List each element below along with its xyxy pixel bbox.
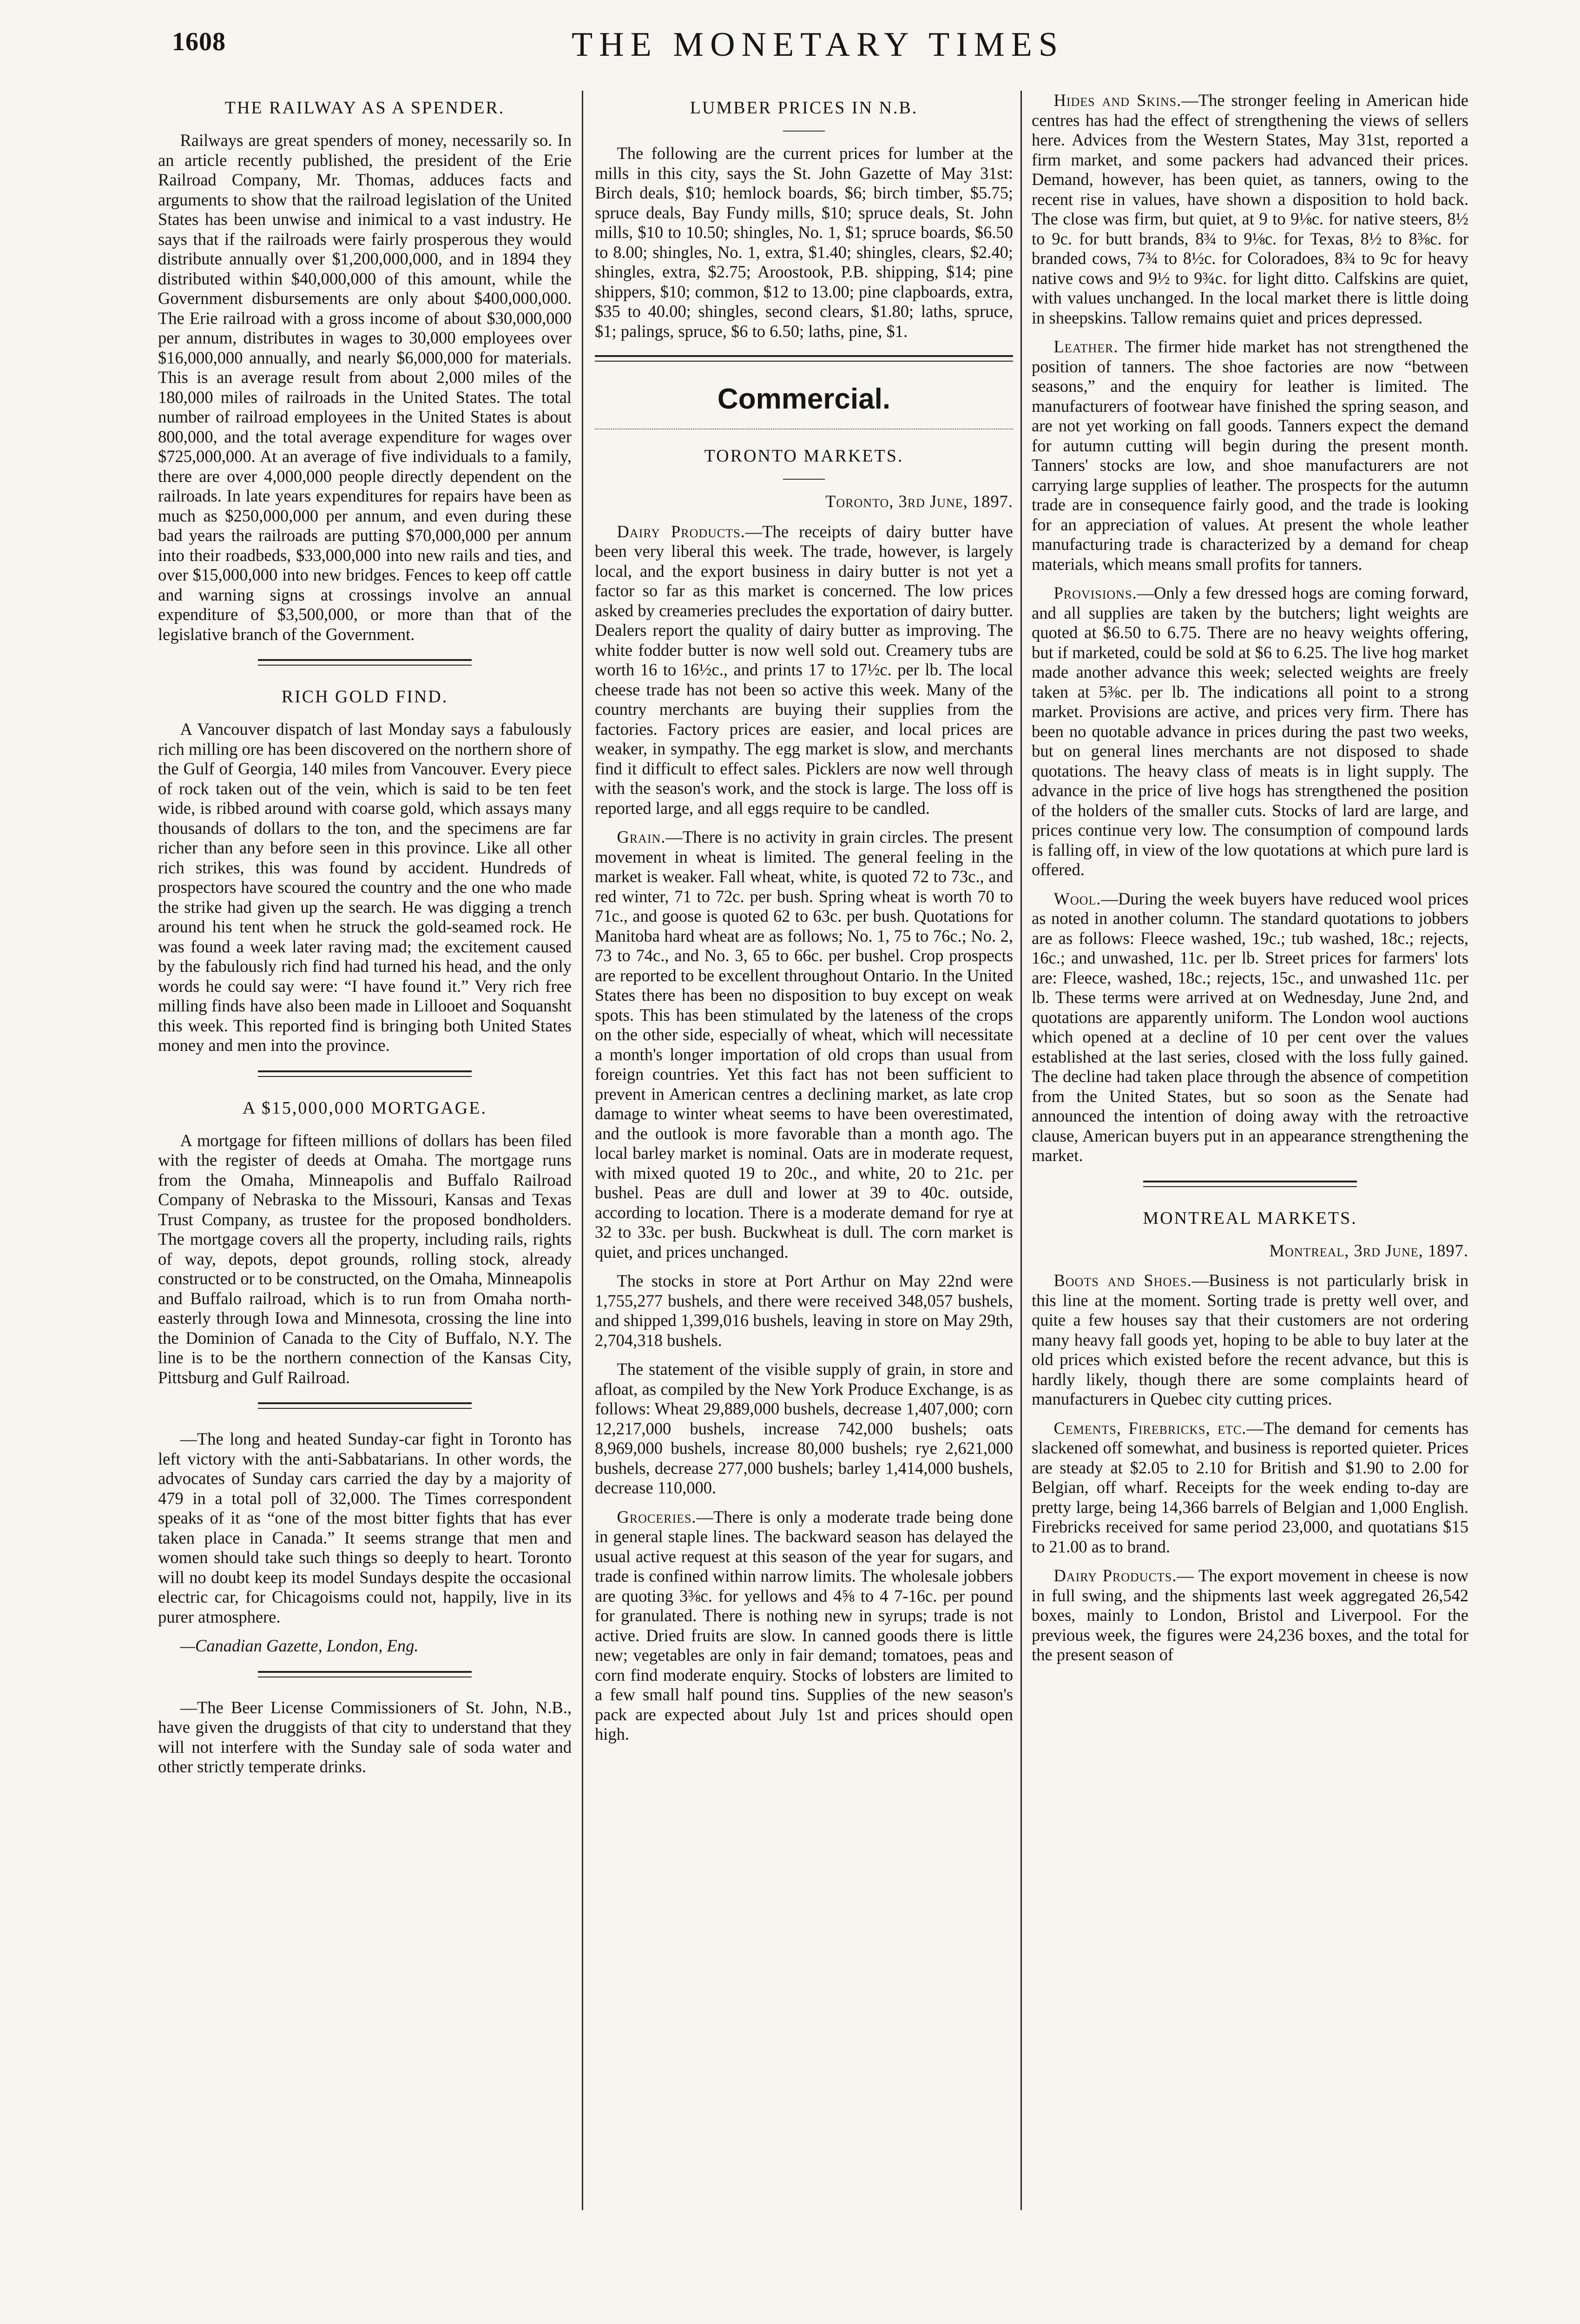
- paragraph-text: —During the week buyers have reduced wool prices as noted in another column. The standard quotations to jobbers are as follows: Fleece washed, 19c.; tub washed, 18c.; rejects, 16c.; and unwashed, 11c. per lb. Street prices for farmers' lots are: Fleece, washed, 18c.; rejects, 15c., and unwashed 11c. per lb. These terms were arrived at on Wednesday, June 2nd, and quotations are apparently uniform. The London wool auctions which opened at a decline of 10 per cent over the values established at the last series, closed with the loss fully gained. The decline had taken place through the absence of competition from the United States, but so soon as the Senate had announced the intention of doing away with the retroactive clause, American buyers put in an appearance strengthening the market.: [1032, 889, 1468, 1165]
- article-paragraph: [1032, 91, 1468, 328]
- double-rule-divider: [258, 1402, 472, 1409]
- article-heading: THE RAILWAY AS A SPENDER.: [224, 98, 505, 118]
- column-middle: [595, 91, 1013, 2238]
- masthead: [158, 22, 1478, 73]
- column-divider: [582, 91, 583, 2210]
- paragraph-text: The statement of the visible supply of grain, in store and afloat, as compiled by the New York Produce Exchange, is as follows: Wheat 29,889,000 bushels, decrease 1,407,000; corn 12,217,000 bushels, increase 742,000 bushels; oats 8,969,000 bushels, increase 80,000 bushels; rye 2,621,000 bushels, decrease 277,000 bushels; barley 1,414,000 bushels, decrease 110,000.: [595, 1360, 1013, 1497]
- paragraph-text: —The Beer License Commissioners of St. John, N.B., have given the druggists of that city to understand that they will not interfere with the Sunday sale of soda water and other strictly temperate drinks.: [158, 1697, 572, 1776]
- article-heading: LUMBER PRICES IN N.B.: [690, 98, 918, 118]
- paragraph-text: —The demand for cements has slackened off somewhat, and business is reported quieter. Prices are steady at $2.05 to 2.10 for British and $1.90 to 2.00 for Belgian, off wharf. Receipts for the week ending to-day are pretty large, being 14,366 barrels of Belgian and 1,000 English. Firebricks received for same period 23,000, and quotatians $15 to 21.00 as to brand.: [1032, 1418, 1468, 1556]
- paragraph-lead: Provisions.: [1053, 583, 1137, 602]
- article-paragraph: [1032, 1566, 1468, 1665]
- double-rule-divider: [258, 1671, 472, 1677]
- double-rule-divider: [258, 659, 472, 666]
- article-paragraph: [158, 1698, 572, 1777]
- paragraph-text: The stocks in store at Port Arthur on May 22nd were 1,755,277 bushels, and there were received 348,057 bushels, and shipped 1,399,016 bushels, leaving in store on May 29th, 2,704,318 bushels.: [595, 1271, 1013, 1350]
- article-paragraph: [1032, 1271, 1468, 1409]
- paragraph-text: —The receipts of dairy butter have been very liberal this week. The trade, however, is largely local, and the export business in dairy butter is not yet a factor so far as this market is concerned. The low prices asked by creameries precludes the exportation of dairy butter. Dealers report the quality of dairy butter as improving. The white fodder butter is now well sold out. Creamery tubs are worth 16 to 16½c., and prints 17 to 17½c. per lb. The local cheese trade has not been so active this week. Many of the country merchants are buying their supplies from the factories. Factory prices are easier, and local prices are weaker, in sympathy. The egg market is slow, and merchants find it difficult to effect sales. Picklers are now well through with the season's work, and the stock is large. The loss off is reported large, and all eggs require to be candled.: [595, 522, 1013, 818]
- paragraph-text: A Vancouver dispatch of last Monday says a fabulously rich milling ore has been discovered on the northern shore of the Gulf of Georgia, 140 miles from Vancouver. Every piece of rock taken out of the vein, which is said to be ten feet wide, is ribbed around with coarse gold, which assays many thousands of dollars to the ton, and the specimens are far richer than any before seen in this province. Like all other rich strikes, this was found by accident. Hundreds of prospectors have scoured the country and the one who made the strike had given up the search. He was digging a trench around his tent when he struck the gold-seamed rock. He was found a week later raving mad; the excitement caused by the fabulously rich find had turned his head, and the only words he could say were: “I have found it.” Very rich free milling finds have also been made in Lillooet and Soquansht this week. This reported find is bringing both United States money and men into the province.: [158, 720, 572, 1055]
- section-heading: Commercial.: [717, 383, 891, 415]
- paragraph-text: —The stronger feeling in American hide centres has had the effect of strengthening the views of sellers here. Advices from the Western States, May 31st, reported a firm market, and some packers had advanced their prices. Demand, however, has been quiet, as tanners, owing to the recent rise in values, have shown a disposition to hold back. The close was firm, but quiet, at 9 to 9⅛c. for native steers, 8½ to 9c. for butt brands, 8¾ to 9⅛c. for Texas, 8½ to 8⅜c. for branded cows, 7¾ to 8½c. for Coloradoes, 8¾ to 9c for heavy native cows and 9½ to 9¾c. for light ditto. Calfskins are quiet, with values unchanged. In the local market there is little doing in sheepskins. Tallow remains quiet and prices depressed.: [1032, 91, 1468, 327]
- article-paragraph: [158, 1131, 572, 1388]
- article-paragraph: [595, 827, 1013, 1262]
- paragraph-text: Railways are great spenders of money, necessarily so. In an article recently published, the president of the Erie Railroad Company, Mr. Thomas, adduces facts and arguments to show that the railroad legislation of the United States has been unwise and inimical to a vast industry. He says that if the railroads were fairly prosperous they would distribute annually over $1,200,000,000, and in 1894 they distributed within $40,000,000 of this amount, while the Government disbursements are only about $400,000,000. The Erie railroad with a gross income of about $30,000,000 per annum, distributes in wages to 30,000 employees over $16,000,000 annually, and nearly $6,000,000 for materials. This is an average result from about 2,000 miles of the 180,000 miles of railroads in the United States. The total number of railroad employees in the United States is about 800,000, and the total average expenditure for wages over $725,000,000. At an average of five individuals to a family, there are over 4,000,000 people directly dependent on the railroads. In late years expenditures for repairs have been as much as $250,000,000 per annum, and even during these bad years the railroads are putting $70,000,000 per annum into their roadbeds, $33,000,000 into new rails and ties, and over $15,000,000 into new bridges. Fences to keep off cattle and warning signs at crossings involve an annual expenditure of $3,500,000, or more than that of the legislative branch of the Government.: [158, 131, 572, 644]
- article-paragraph: [595, 144, 1013, 341]
- article-paragraph: [158, 720, 572, 1056]
- article-paragraph: [1032, 889, 1468, 1166]
- page-number: 1608: [172, 27, 226, 56]
- article-paragraph: [595, 1507, 1013, 1744]
- paragraph-text: —There is only a moderate trade being done in general staple lines. The backward season has delayed the usual active request at this season of the year for sugars, and trade is confined within narrow limits. The wholesale jobbers are quoting 3⅜c. for yellows and 4⅝ to 4 7-16c. per pound for granulated. There is nothing new in syrups; trade is not active. Dried fruits are slow. In canned goods there is little new; vegetables are only in fair demand; tomatoes, peas and corn find moderate enquiry. Stocks of lobsters are limited to a few small half pound tins. Supplies of the new season's pack are expected about July 1st and prices should open high.: [595, 1507, 1013, 1743]
- article-paragraph: [595, 1271, 1013, 1350]
- paragraph-text: The firmer hide market has not strengthened the position of tanners. The shoe factories are now “between seasons,” and the enquiry for leather is limited. The manufacturers of footwear have finished the spring season, and are not yet working on fall goods. Tanners expect the demand for autumn cutting will begin during the present month. Tanners' stocks are low, and shoe manufacturers are not carrying large supplies of leather. The prospects for the autumn trade are in consequence fairly good, and the trade is looking for an appreciation of values. At present the whole leather manufacturing trade is characterized by a demand for cheap materials, which means small profits for tanners.: [1032, 337, 1468, 574]
- paragraph-text: — The export movement in cheese is now in full swing, and the shipments last week aggregated 26,542 boxes, mainly to London, Bristol and Liverpool. For the previous week, the figures were 24,236 boxes, and the total for the present season of: [1032, 1566, 1468, 1664]
- journal-title: THE MONETARY TIMES: [571, 26, 1065, 64]
- article-heading: RICH GOLD FIND.: [281, 687, 448, 706]
- paragraph-lead: Dairy Products.: [1053, 1566, 1177, 1585]
- article-paragraph: [595, 1360, 1013, 1498]
- double-rule-divider: [258, 1070, 472, 1077]
- paragraph-text: A mortgage for fifteen millions of dollars has been filed with the register of deeds at Omaha. The mortgage runs from the Omaha, Minneapolis and Buffalo Railroad Company of Nebraska to the Missouri, Kansas and Texas Trust Company, as trustee for the proposed bondholders. The mortgage covers all the property, including rails, rights of way, depots, depot grounds, rolling stock, already constructed or to be constructed, on the Omaha, Minneapolis and Buffalo railroad, which is to run from Omaha north-easterly through Iowa and Minnesota, crossing the line into the Dominion of Canada to the City of Buffalo, N.Y. The line is to be the northern connection of the Kansas City, Pittsburg and Gulf Railroad.: [158, 1130, 572, 1387]
- short-rule: [783, 131, 825, 132]
- dateline: Montreal, 3rd June, 1897.: [1269, 1241, 1468, 1260]
- paragraph-lead: Dairy Products.: [617, 522, 745, 541]
- paragraph-lead: Groceries.: [617, 1507, 697, 1526]
- section-divider: [595, 355, 1013, 362]
- column-divider: [1020, 91, 1022, 2210]
- article-paragraph: [1032, 337, 1468, 574]
- paragraph-text: —Business is not particularly brisk in this line at the moment. Sorting trade is pretty well over, and quite a few houses say that their customers are not ordering many heavy fall goods yet, hoping to be able to buy later at the old prices which existed before the recent advance, but this is hardly likely, though there are some complaints heard of manufacturers in Quebec city cutting prices.: [1032, 1271, 1468, 1408]
- article-paragraph: [158, 131, 572, 644]
- paragraph-lead: Grain.: [617, 827, 666, 846]
- short-rule: [783, 479, 825, 480]
- source-attribution: —Canadian Gazette, London, Eng.: [180, 1636, 419, 1655]
- dateline: Toronto, 3rd June, 1897.: [825, 492, 1013, 511]
- article-paragraph: [1032, 1419, 1468, 1557]
- paragraph-lead: Hides and Skins.: [1053, 91, 1182, 110]
- article-paragraph: [1032, 583, 1468, 880]
- paragraph-text: The following are the current prices for lumber at the mills in this city, says the St. John Gazette of May 31st: Birch deals, $10; hemlock boards, $6; birch timber, $5.75; spruce deals, Bay Fundy mills, $10; spruce deals, St. John mills, $10 to 10.50; shingles, No. 1, $1; spruce boards, $6.50 to 8.00; shingles, No. 1, extra, $1.40; shingles, clears, $2.40; shingles, extra, $2.75; Aroostook, P.B. shipping, $14; pine shippers, $10; common, $12 to 13.00; pine clapboards, extra, $35 to 40.00; shingles, second clears, $1.80; laths, spruce, $1; palings, spruce, $6 to 6.50; laths, pine, $1.: [595, 144, 1013, 341]
- column-right: [1032, 91, 1468, 2238]
- article-paragraph: [595, 522, 1013, 819]
- paragraph-lead: Cements, Firebricks, etc.: [1053, 1418, 1247, 1438]
- column-left: [158, 91, 572, 2238]
- paragraph-text: —The long and heated Sunday-car fight in Toronto has left victory with the anti-Sabbatarians. In other words, the advocates of Sunday cars carried the day by a majority of 479 in a total poll of 32,000. The Times correspondent speaks of it as “one of the most bitter fights that has ever taken place in Canada.” It seems strange that men and women should take such things so deeply to heart. Toronto will no doubt keep its model Sundays despite the occasional electric car, for Chicagoisms could not, happily, live in its purer atmosphere.: [158, 1429, 572, 1626]
- article-heading: MONTREAL MARKETS.: [1143, 1208, 1357, 1228]
- paragraph-text: —There is no activity in grain circles. The present movement in wheat is limited. The general feeling in the market is weaker. Fall wheat, white, is quoted 72 to 73c., and red winter, 71 to 72c. per bush. Spring wheat is worth 70 to 71c., and goose is quoted 62 to 63c. per bush. Quotations for Manitoba hard wheat are as follows; No. 1, 75 to 76c.; No. 2, 73 to 74c., and No. 3, 65 to 66c. per bushel. Crop prospects are reported to be excellent throughout Ontario. In the United States there has been no disposition to buy except on weak spots. This has been stimulated by the lateness of the crops on the other side, especially of wheat, which will necessitate a month's longer importation of old crops than usual from foreign countries. Yet this fact has not been sufficient to prevent in American centres a declining market, as late crop damage to winter wheat seems to have been overestimated, and the outlook is more favorable than a month ago. The local barley market is nominal. Oats are in moderate request, with mixed quoted 19 to 20c., and white, 20 to 21c. per bushel. Peas are dull and lower at 39 to 40c. outside, according to location. There is a moderate demand for rye at 32 to 33c. per bush. Buckwheat is dull. The corn market is quiet, and prices unchanged.: [595, 827, 1013, 1261]
- paragraph-lead: Boots and Shoes.: [1053, 1271, 1192, 1290]
- double-rule-divider: [1143, 1181, 1357, 1187]
- article-paragraph: [158, 1429, 572, 1627]
- paragraph-lead: Leather.: [1053, 337, 1119, 356]
- article-heading: A $15,000,000 MORTGAGE.: [243, 1098, 487, 1118]
- paragraph-text: —Only a few dressed hogs are coming forward, and all supplies are taken by the butchers; light weights are quoted at $6.50 to 6.75. There are no heavy weights offering, but if marketed, could be sold at $6 to 6.25. The live hog market made another advance this week; selected weights are freely taken at 5⅜c. per lb. The indications all point to a strong market. Provisions are active, and prices very firm. There has been no quotable advance in prices during the past two weeks, but on general lines merchants are not disposed to shade quotations. The heavy class of meats is in light supply. The advance in the price of live hogs has strengthened the position of the holders of the smaller cuts. Stocks of lard are large, and prices continue very low. The consumption of compound lards is falling off, in view of the low quotations at which pure lard is offered.: [1032, 583, 1468, 879]
- paragraph-lead: Wool.: [1053, 889, 1101, 908]
- article-heading: TORONTO MARKETS.: [704, 446, 904, 466]
